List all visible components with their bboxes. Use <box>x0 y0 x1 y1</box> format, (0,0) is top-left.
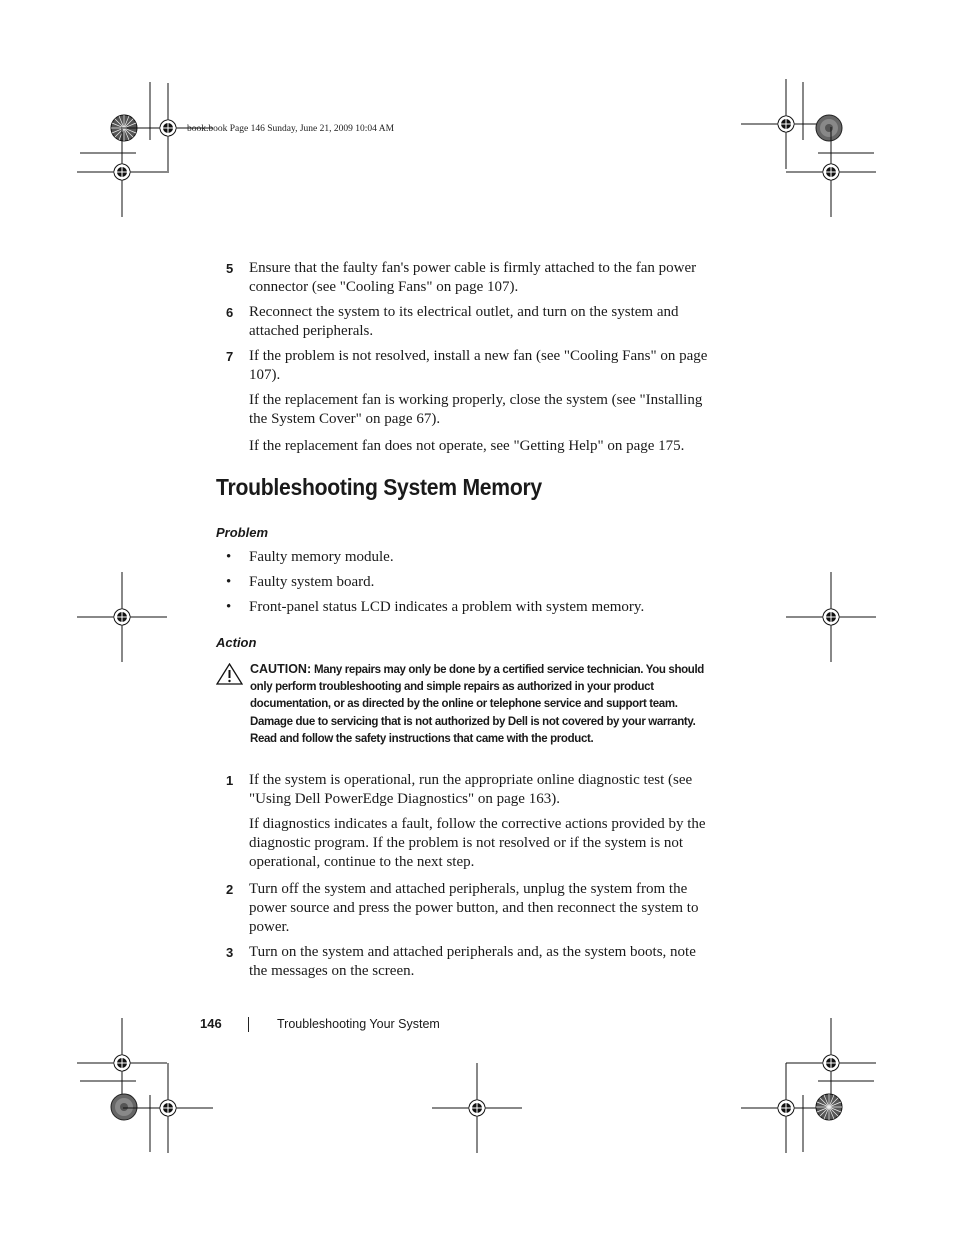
bullet-icon: • <box>226 574 232 590</box>
bullet-icon: • <box>226 599 232 615</box>
step-item <box>216 259 716 297</box>
step-paragraph: If diagnostics indicates a fault, follow the corrective actions provided by the diagnostic program. If the problem is not resolved or if the system is not operational, continue to the next step. <box>249 816 706 870</box>
step-number: 7 <box>226 349 234 364</box>
step-number: 3 <box>226 945 234 960</box>
step-paragraph: If the replacement fan does not operate, see "Getting Help" on page 175. <box>249 438 685 454</box>
warning-icon <box>216 663 243 685</box>
step-item <box>216 303 716 341</box>
list-item <box>216 598 716 617</box>
section-title: Troubleshooting System Memory <box>216 474 542 500</box>
list-item <box>216 548 716 567</box>
bullet-icon: • <box>226 549 232 565</box>
step-text: Turn off the system and attached peripherals, unplug the system from the power source and press the power button, and then reconnect the system to power. <box>249 881 699 935</box>
step-number: 2 <box>226 882 234 897</box>
caution-notice <box>216 661 716 748</box>
step-text: Reconnect the system to its electrical outlet, and turn on the system and attached peripherals. <box>249 304 679 339</box>
page-number: 146 <box>200 1016 222 1031</box>
problem-label: Problem <box>216 525 269 540</box>
list-item-text: Front-panel status LCD indicates a problem with system memory. <box>249 599 645 615</box>
step-item <box>216 771 716 809</box>
chapter-title: Troubleshooting Your System <box>277 1017 440 1031</box>
step-number: 5 <box>226 261 234 276</box>
step-paragraph: If the replacement fan is working properly, close the system (see "Installing the System Cover" on page 67). <box>249 392 703 427</box>
step-number: 1 <box>226 773 234 788</box>
list-item-text: Faulty memory module. <box>249 549 394 565</box>
caution-label: CAUTION: <box>250 662 312 676</box>
action-label: Action <box>216 635 257 650</box>
step-item <box>216 943 716 981</box>
step-text: Ensure that the faulty fan's power cable is firmly attached to the fan power connector (see "Cooling Fans" on page 107). <box>249 260 697 295</box>
step-text: Turn on the system and attached peripherals and, as the system boots, note the messages on the screen. <box>249 944 696 979</box>
list-item <box>216 573 716 592</box>
step-item <box>216 880 716 937</box>
caution-text: Many repairs may only be done by a certified service technician. You should only perform troubleshooting and simple repairs as authorized in your product documentation, or as directed by the online or telephone service and support team. Damage due to servicing that is not authorized by Dell is not covered by your warranty. Read and follow the safety instructions that came with the product. <box>250 664 704 745</box>
step-text: If the system is operational, run the appropriate online diagnostic test (see "Using Dell PowerEdge Diagnostics" on page 163). <box>249 772 693 807</box>
footer-divider <box>248 1017 249 1032</box>
step-text: If the problem is not resolved, install a new fan (see "Cooling Fans" on page 107). <box>249 348 708 383</box>
step-number: 6 <box>226 305 234 320</box>
step-item <box>216 347 716 385</box>
list-item-text: Faulty system board. <box>249 574 375 590</box>
print-info: book.book Page 146 Sunday, June 21, 2009 10:04 AM <box>187 124 395 134</box>
